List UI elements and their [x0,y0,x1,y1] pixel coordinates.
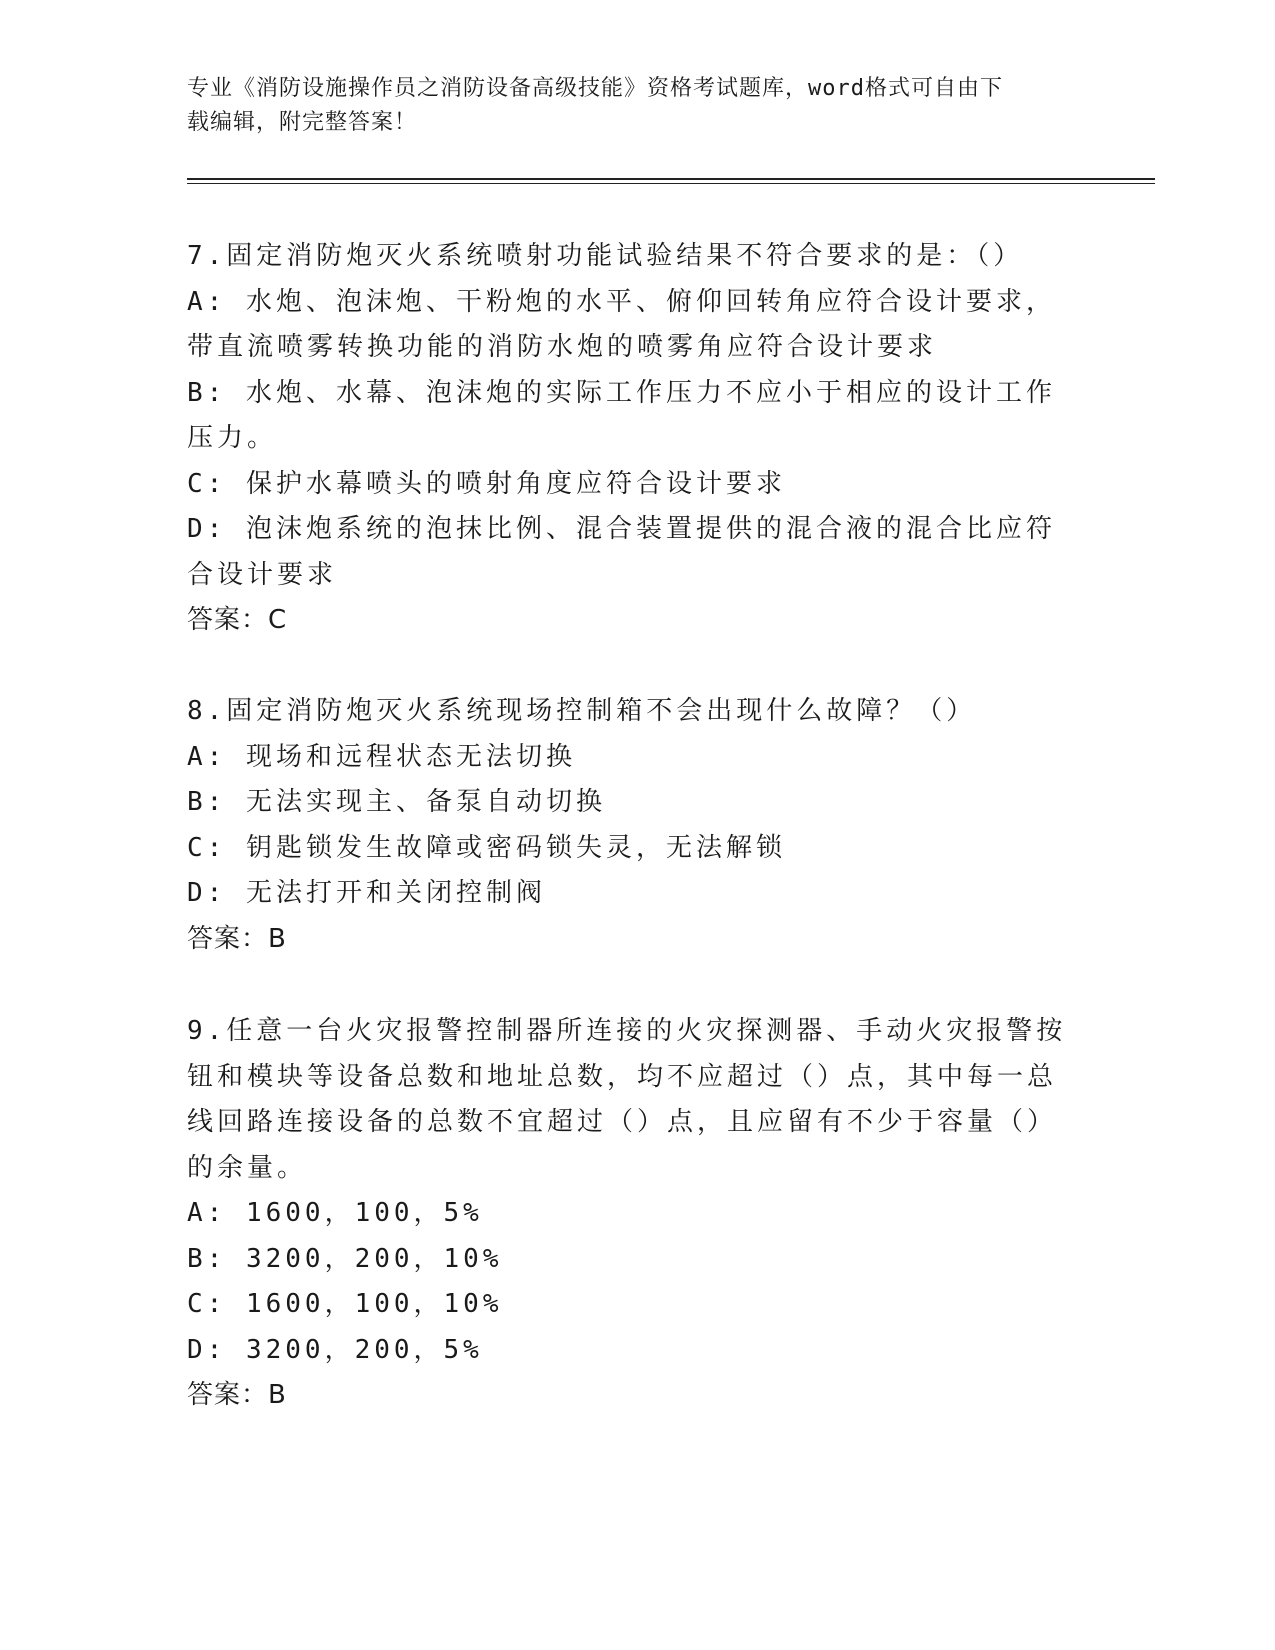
option-c: C: 保护水幕喷头的喷射角度应符合设计要求 [187,468,786,499]
question-stem: 7.固定消防炮灭火系统喷射功能试验结果不符合要求的是：（） [187,241,1024,271]
option-b: B: 水炮、水幕、泡沫炮的实际工作压力不应小于相应的设计工作压力。 [187,377,1056,453]
question-7 [187,234,1077,644]
header-line-1: 专业《消防设施操作员之消防设备高级技能》资格考试题库，word格式可自由下 [187,76,1003,101]
option-b: B: 3200，200，10% [187,1243,503,1274]
option-d: D: 3200，200，5% [187,1334,483,1365]
document-header [187,72,1067,140]
option-c: C: 1600，100，10% [187,1289,503,1319]
answer-label: 答案：B [187,923,287,954]
answer-label: 答案：C [187,605,288,635]
header-divider-thick [187,178,1155,180]
header-line-2: 载编辑，附完整答案！ [187,110,418,135]
question-8 [187,689,1077,962]
option-c: C: 钥匙锁发生故障或密码锁失灵，无法解锁 [187,832,786,863]
question-stem: 9.任意一台火灾报警控制器所连接的火灾探测器、手动火灾报警按钮和模块等设备总数和地址总数，均不应超过（）点，其中每一总线回路连接设备的总数不宜超过（）点，且应留有不少于容量（）的余量。 [187,1016,1067,1183]
question-stem: 8.固定消防炮灭火系统现场控制箱不会出现什么故障？（） [187,696,977,726]
header-divider-thin [187,183,1155,184]
option-d: D: 无法打开和关闭控制阀 [187,878,546,908]
answer-label: 答案：B [187,1380,287,1410]
option-b: B: 无法实现主、备泵自动切换 [187,787,606,817]
option-a: A: 1600，100，5% [187,1198,483,1228]
option-d: D: 泡沫炮系统的泡抹比例、混合装置提供的混合液的混合比应符合设计要求 [187,514,1056,590]
option-a: A: 水炮、泡沫炮、干粉炮的水平、俯仰回转角应符合设计要求，带直流喷雾转换功能的消防水炮的喷雾角应符合设计要求 [187,286,1056,362]
option-a: A: 现场和远程状态无法切换 [187,741,576,772]
question-9 [187,1009,1077,1419]
